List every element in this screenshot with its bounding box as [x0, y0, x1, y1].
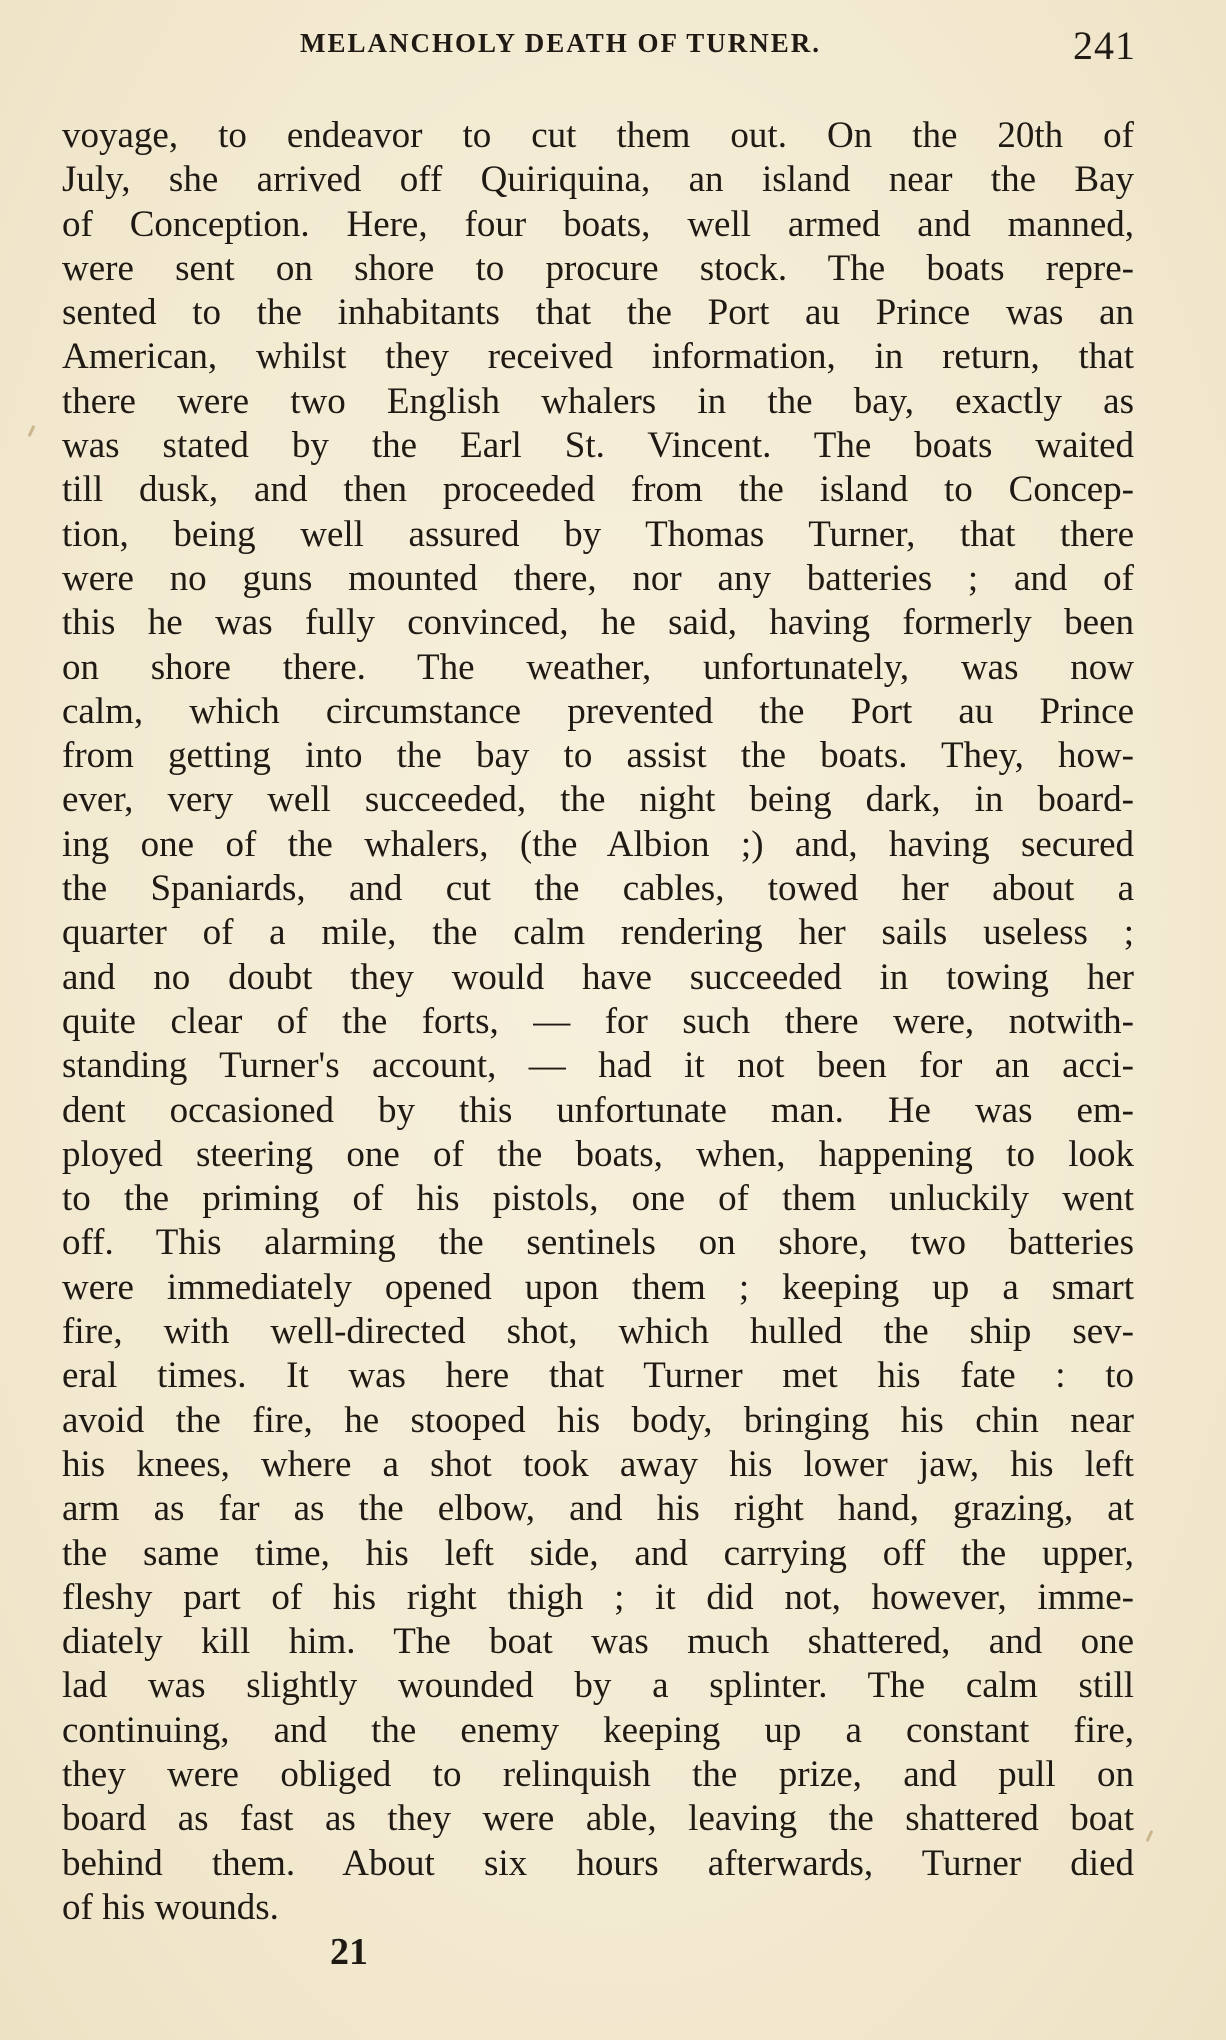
text-line: quarter of a mile, the calm rendering her sails useless ; [62, 912, 1134, 954]
text-line: was stated by the Earl St. Vincent. The boats waited [62, 425, 1134, 467]
text-line: diately kill him. The boat was much shattered, and one [62, 1621, 1134, 1663]
text-line: on shore there. The weather, unfortunately, was now [62, 646, 1134, 688]
text-line: ever, very well succeeded, the night being dark, in board- [62, 779, 1134, 821]
text-line: this he was fully convinced, he said, having formerly been [62, 602, 1134, 644]
running-head: MELANCHOLY DEATH OF TURNER. [300, 28, 822, 58]
paper-speck [1146, 1830, 1154, 1842]
text-line: and no doubt they would have succeeded in towing her [62, 956, 1134, 998]
text-line: calm, which circumstance prevented the Port au Prince [62, 690, 1134, 732]
text-line: lad was slightly wounded by a splinter. The calm still [62, 1665, 1134, 1707]
text-line: ployed steering one of the boats, when, happening to look [62, 1133, 1134, 1175]
text-line: arm as far as the elbow, and his right hand, grazing, at [62, 1488, 1134, 1530]
text-line: ing one of the whalers, (the Albion ;) and, having secured [62, 823, 1134, 865]
text-line: board as fast as they were able, leaving the shattered boat [62, 1798, 1134, 1840]
text-line: there were two English whalers in the bay, exactly as [62, 380, 1134, 422]
text-line-last: of his wounds. [62, 1886, 279, 1928]
body-text [62, 114, 1134, 1930]
text-line: till dusk, and then proceeded from the island to Concep- [62, 469, 1134, 511]
signature-mark: 21 [330, 1931, 368, 1973]
text-line: they were obliged to relinquish the prize, and pull on [62, 1753, 1134, 1795]
text-line: July, she arrived off Quiriquina, an island near the Bay [62, 159, 1134, 201]
text-line: to the priming of his pistols, one of them unluckily went [62, 1178, 1134, 1220]
text-line: his knees, where a shot took away his lower jaw, his left [62, 1443, 1134, 1485]
text-line: were no guns mounted there, nor any batteries ; and of [62, 557, 1134, 599]
text-line: eral times. It was here that Turner met his fate : to [62, 1355, 1134, 1397]
text-line: were sent on shore to procure stock. The boats repre- [62, 247, 1134, 289]
text-line: of Conception. Here, four boats, well armed and manned, [62, 203, 1134, 245]
text-line: dent occasioned by this unfortunate man. He was em- [62, 1089, 1134, 1131]
text-line: off. This alarming the sentinels on shore, two batteries [62, 1222, 1134, 1264]
text-line: sented to the inhabitants that the Port au Prince was an [62, 292, 1134, 334]
paper-speck [28, 425, 36, 437]
text-line: were immediately opened upon them ; keeping up a smart [62, 1266, 1134, 1308]
text-line: fleshy part of his right thigh ; it did not, however, imme- [62, 1576, 1134, 1618]
text-line: voyage, to endeavor to cut them out. On the 20th of [62, 115, 1134, 156]
text-line: tion, being well assured by Thomas Turner, that there [62, 513, 1134, 555]
text-line: standing Turner's account, — had it not been for an acci- [62, 1045, 1134, 1087]
text-line: the same time, his left side, and carrying off the upper, [62, 1532, 1134, 1574]
text-line: fire, with well-directed shot, which hulled the ship sev- [62, 1311, 1134, 1353]
text-line: American, whilst they received information, in return, that [62, 336, 1134, 378]
page-number: 241 [1073, 23, 1136, 68]
text-line: continuing, and the enemy keeping up a constant fire, [62, 1709, 1134, 1751]
text-line: avoid the fire, he stooped his body, bringing his chin near [62, 1399, 1134, 1441]
text-line: the Spaniards, and cut the cables, towed her about a [62, 868, 1134, 910]
text-line: behind them. About six hours afterwards, Turner died [62, 1842, 1134, 1884]
text-line: from getting into the bay to assist the boats. They, how- [62, 735, 1134, 777]
text-line: quite clear of the forts, — for such there were, notwith- [62, 1000, 1134, 1042]
